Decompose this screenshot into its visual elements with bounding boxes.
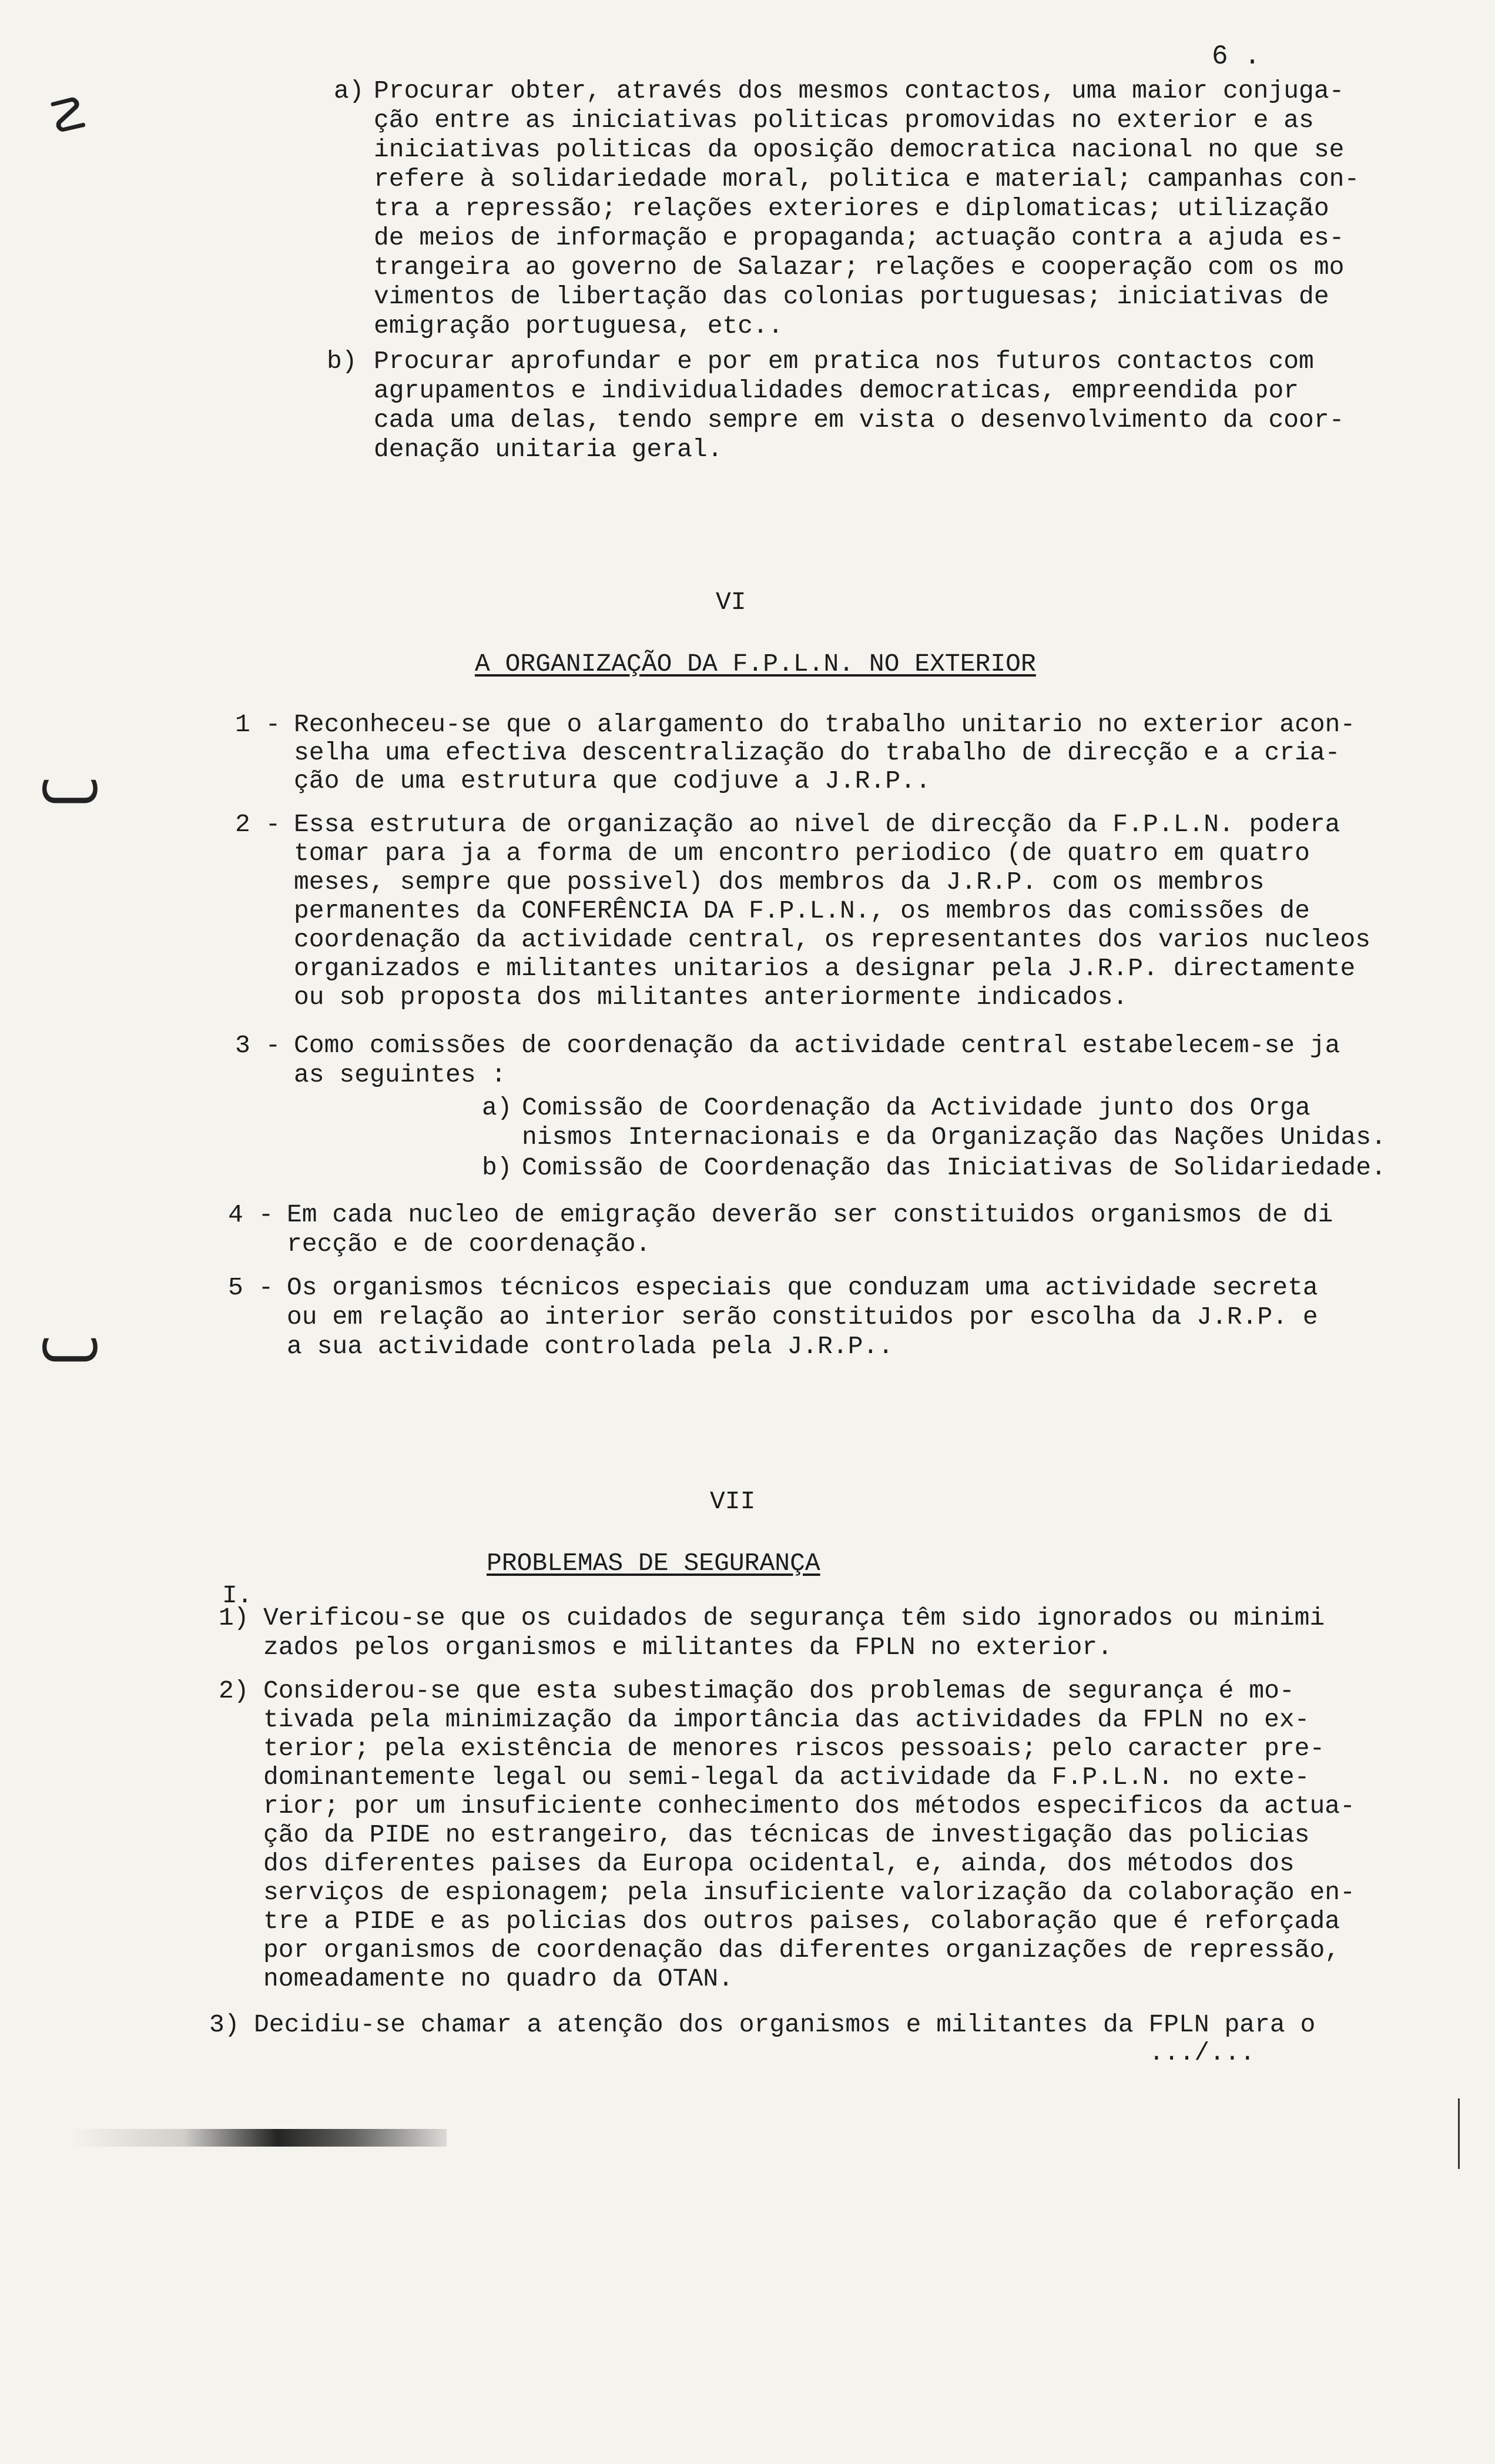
page-number: 6 . — [1212, 41, 1261, 72]
text-line: Comissão de Coordenação das Iniciativas de Solidariedade. — [522, 1153, 1386, 1182]
text-line: Verificou-se que os cuidados de segurança têm sido ignorados ou minimi — [263, 1603, 1325, 1632]
margin-bracket-icon: ʗ — [33, 1335, 99, 1364]
item-label: 2) — [219, 1676, 249, 1705]
text-line: tomar para ja a forma de um encontro periodico (de quatro em quatro — [294, 839, 1310, 868]
text-line: vimentos de libertação das colonias portuguesas; iniciativas de — [374, 282, 1329, 311]
item-label: 4 - — [228, 1200, 274, 1229]
text-line: Como comissões de coordenação da actividade central estabelecem-se ja — [294, 1031, 1340, 1060]
text-line: nomeadamente no quadro da OTAN. — [263, 1964, 733, 1993]
text-line: Decidiu-se chamar a atenção dos organismos e militantes da FPLN para o — [254, 2010, 1316, 2039]
text-line: serviços de espionagem; pela insuficiente valorização da colaboração en- — [263, 1878, 1355, 1907]
text-line: selha uma efectiva descentralização do trabalho de direcção e a cria- — [294, 738, 1340, 767]
text-line: trangeira ao governo de Salazar; relações e cooperação com os mo — [374, 253, 1345, 282]
text-line: zados pelos organismos e militantes da FPLN no exterior. — [263, 1633, 1113, 1662]
text-line: agrupamentos e individualidades democraticas, empreendida por — [374, 376, 1299, 405]
item-label: 1) — [219, 1603, 249, 1632]
text-line: rior; por um insuficiente conhecimento dos métodos especificos da actua- — [263, 1792, 1355, 1820]
text-line: cada uma delas, tendo sempre em vista o desenvolvimento da coor- — [374, 406, 1345, 434]
text-line: emigração portuguesa, etc.. — [374, 312, 783, 340]
text-line: ção entre as iniciativas politicas promovidas no exterior e as — [374, 106, 1314, 135]
item-label: 3 - — [235, 1031, 281, 1060]
text-line: ção da PIDE no estrangeiro, das técnicas de investigação das policias — [263, 1820, 1310, 1849]
roman-label: I. — [222, 1581, 253, 1610]
text-line: dos diferentes paises da Europa ocidental, e, ainda, dos métodos dos — [263, 1849, 1295, 1878]
text-line: dominantemente legal ou semi-legal da actividade da F.P.L.N. no exte- — [263, 1763, 1310, 1792]
section-title: PROBLEMAS DE SEGURANÇA — [487, 1549, 820, 1578]
item-label: 3) — [209, 2010, 240, 2039]
section-numeral: VII — [710, 1487, 756, 1516]
text-line: tre a PIDE e as policias dos outros paises, colaboração que é reforçada — [263, 1907, 1340, 1936]
text-line: meses, sempre que possivel) dos membros da J.R.P. com os membros — [294, 868, 1265, 896]
text-line: tivada pela minimização da importância das actividades da FPLN no ex- — [263, 1705, 1310, 1734]
item-label: 5 - — [228, 1273, 274, 1302]
margin-bracket-icon: ʗ — [33, 776, 99, 806]
text-line: terior; pela existência de menores riscos pessoais; pelo caracter pre- — [263, 1734, 1325, 1763]
continuation-mark: .../... — [1149, 2038, 1255, 2067]
text-line: denação unitaria geral. — [374, 435, 723, 464]
text-line: permanentes da CONFERÊNCIA DA F.P.L.N., os membros das comissões de — [294, 896, 1310, 925]
text-line: refere à solidariedade moral, politica e material; campanhas con- — [374, 165, 1360, 193]
item-label: a) — [334, 76, 364, 105]
text-line: por organismos de coordenação das diferentes organizações de repressão, — [263, 1936, 1340, 1964]
text-line: Essa estrutura de organização ao nivel de direcção da F.P.L.N. podera — [294, 810, 1340, 839]
text-line: de meios de informação e propaganda; actuação contra a ajuda es- — [374, 223, 1345, 252]
subitem-label: b) — [482, 1153, 512, 1182]
text-line: Os organismos técnicos especiais que conduzam uma actividade secreta — [287, 1273, 1318, 1302]
text-line: ou sob proposta dos militantes anteriormente indicados. — [294, 983, 1128, 1012]
section-title: A ORGANIZAÇÃO DA F.P.L.N. NO EXTERIOR — [475, 650, 1036, 678]
scan-edge-artifact — [1458, 2098, 1460, 2169]
text-line: Comissão de Coordenação da Actividade junto dos Orga — [522, 1093, 1310, 1122]
text-line: Considerou-se que esta subestimação dos problemas de segurança é mo- — [263, 1676, 1295, 1705]
text-line: Procurar aprofundar e por em pratica nos futuros contactos com — [374, 347, 1314, 376]
section-numeral: VI — [716, 588, 746, 617]
text-line: Em cada nucleo de emigração deverão ser constituidos organismos de di — [287, 1200, 1333, 1229]
text-line: organizados e militantes unitarios a designar pela J.R.P. directamente — [294, 954, 1356, 983]
item-label: b) — [327, 347, 357, 376]
text-line: ou em relação ao interior serão constituidos por escolha da J.R.P. e — [287, 1303, 1318, 1331]
text-line: iniciativas politicas da oposição democratica nacional no que se — [374, 135, 1345, 164]
subitem-label: a) — [482, 1093, 512, 1122]
text-line: Procurar obter, através dos mesmos contactos, uma maior conjuga- — [374, 76, 1345, 105]
text-line: nismos Internacionais e da Organização das Nações Unidas. — [522, 1123, 1386, 1151]
item-label: 2 - — [235, 810, 281, 839]
text-line: coordenação da actividade central, os representantes dos varios nucleos — [294, 925, 1371, 954]
text-line: recção e de coordenação. — [287, 1230, 651, 1258]
text-line: ção de uma estrutura que codjuve a J.R.P.. — [294, 766, 931, 795]
item-label: 1 - — [235, 710, 281, 739]
text-line: Reconheceu-se que o alargamento do trabalho unitario no exterior acon- — [294, 710, 1356, 739]
scan-artifact — [71, 2129, 447, 2147]
margin-mark-icon: ☡ — [47, 88, 89, 143]
text-line: tra a repressão; relações exteriores e diplomaticas; utilização — [374, 194, 1329, 223]
text-line: as seguintes : — [294, 1060, 507, 1089]
text-line: a sua actividade controlada pela J.R.P.. — [287, 1332, 894, 1361]
